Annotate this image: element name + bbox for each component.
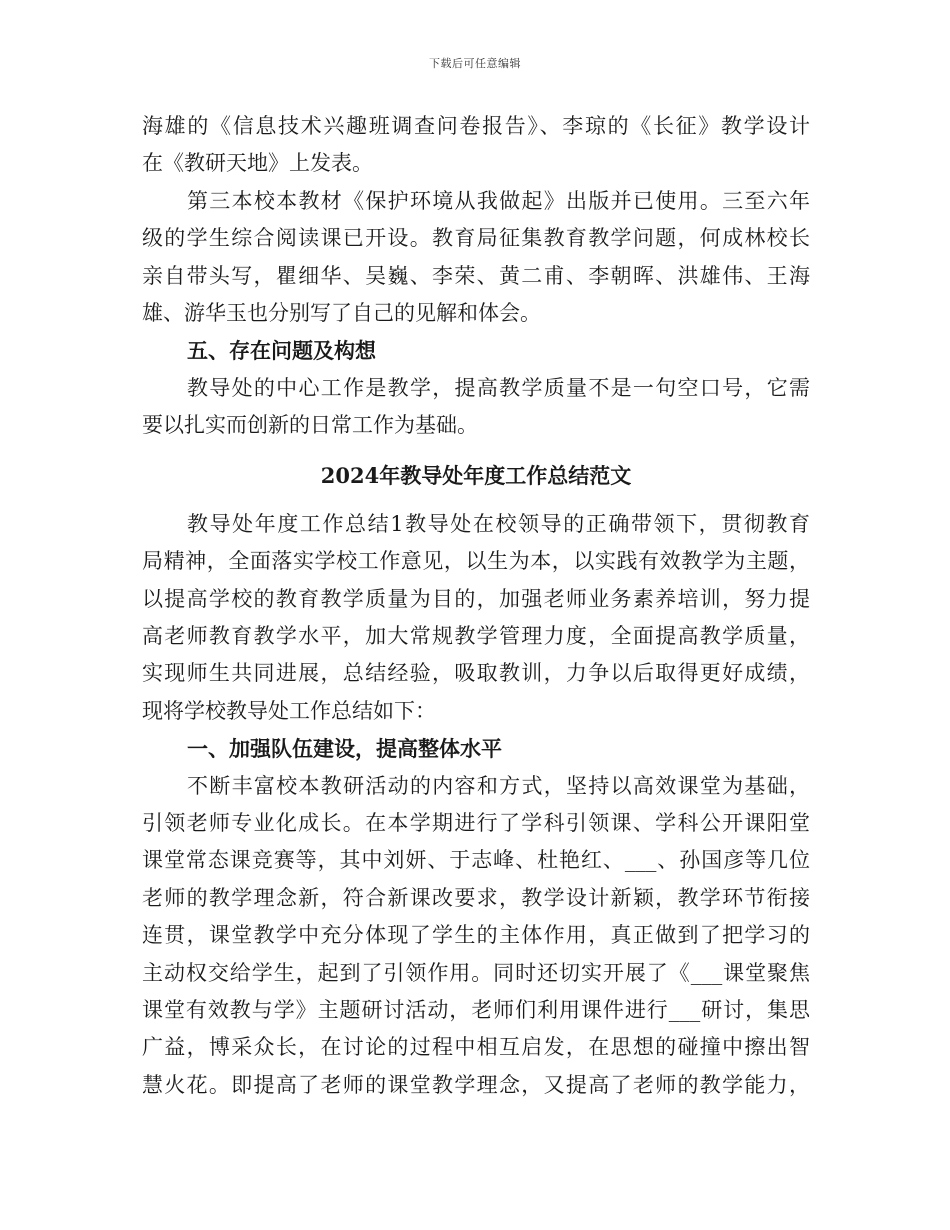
paragraph-line: 主动权交给学生，起到了引领作用。同时还切实开展了《___课堂聚焦 [142, 960, 810, 985]
paragraph-first-line: 不断丰富校本教研活动的内容和方式，坚持以高效课堂为基础， [187, 773, 810, 798]
paragraph-line: 以提高学校的教育教学质量为目的，加强老师业务素养培训，努力提 [142, 586, 810, 611]
header-note: 下载后可任意编辑 [429, 57, 521, 70]
paragraph-line: 老师的教学理念新，符合新课改要求，教学设计新颖，教学环节衔接 [142, 885, 810, 910]
paragraph-line: 连贯，课堂教学中充分体现了学生的主体作用，真正做到了把学习的 [142, 923, 810, 948]
paragraph-last-line: 现将学校教导处工作总结如下： [142, 698, 436, 723]
paragraph-last-line: 雄、游华玉也分别写了自己的见解和体会。 [142, 300, 541, 325]
paragraph-line: 高老师教育教学水平，加大常规教学管理力度，全面提高教学质量， [142, 624, 810, 649]
section-heading: 五、存在问题及构想 [187, 338, 376, 364]
paragraph-line: 局精神，全面落实学校工作意见，以生为本，以实践有效教学为主题， [142, 549, 810, 574]
paragraph-first-line: 教导处的中心工作是教学，提高教学质量不是一句空口号，它需 [187, 375, 810, 400]
paragraph-first-line: 教导处年度工作总结1教导处在校领导的正确带领下，贯彻教育 [187, 511, 810, 536]
paragraph-line: 级的学生综合阅读课已开设。教育局征集教育教学问题，何成林校长 [142, 226, 810, 251]
document-title: 2024年教导处年度工作总结范文 [320, 462, 632, 488]
section-heading: 一、加强队伍建设，提高整体水平 [187, 736, 502, 762]
paragraph-line: 课堂常态课竞赛等，其中刘妍、于志峰、杜艳红、___、孙国彦等几位 [142, 848, 810, 873]
paragraph-line: 课堂有效教与学》主题研讨活动，老师们利用课件进行___研讨，集思 [142, 997, 810, 1022]
paragraph-line: 广益，博采众长，在讨论的过程中相互启发，在思想的碰撞中擦出智 [142, 1035, 810, 1060]
paragraph-line: 海雄的《信息技术兴趣班调查问卷报告》、李琼的《长征》教学设计 [142, 114, 810, 138]
paragraph-line: 实现师生共同进展，总结经验，吸取教训，力争以后取得更好成绩， [142, 661, 810, 686]
paragraph-line: 慧火花。即提高了老师的课堂教学理念，又提高了老师的教学能力， [142, 1072, 810, 1097]
paragraph-line: 亲自带头写，瞿细华、吴巍、李荣、黄二甫、李朝晖、洪雄伟、王海 [142, 263, 810, 288]
document-body [142, 108, 810, 1104]
paragraph-line: 引领老师专业化成长。在本学期进行了学科引领课、学科公开课阳堂 [142, 811, 810, 836]
paragraph-first-line: 第三本校本教材《保护环境从我做起》出版并已使用。三至六年 [187, 188, 810, 213]
paragraph-last-line: 要以扎实而创新的日常工作为基础。 [142, 413, 478, 438]
paragraph-last-line: 在《教研天地》上发表。 [142, 151, 373, 176]
